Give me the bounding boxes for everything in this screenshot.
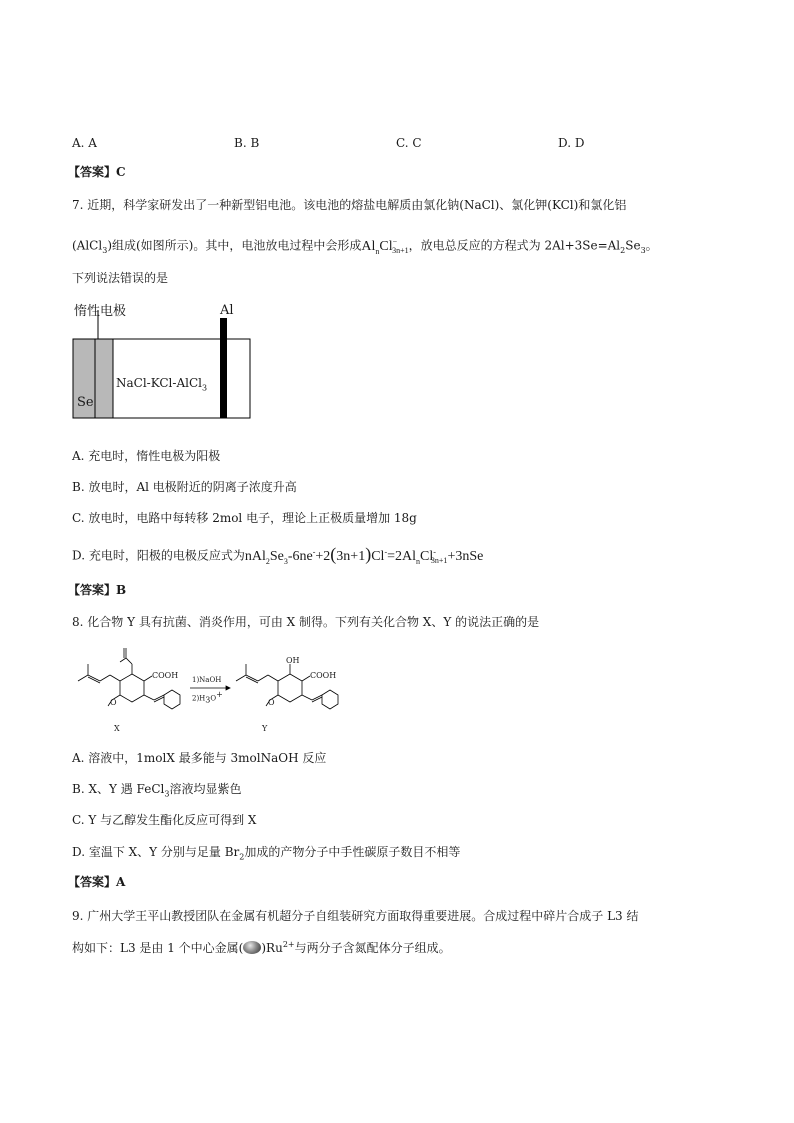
answer-label: 【答案】	[68, 165, 117, 179]
se-label: Se	[77, 395, 94, 410]
q8-option-a: A. 溶液中，1molX 最多能与 3molNaOH 反应	[72, 751, 327, 765]
inert-electrode	[95, 339, 113, 418]
answer-value: C	[116, 165, 126, 179]
battery-diagram	[72, 298, 252, 420]
q9-line1: 9. 广州大学王平山教授团队在金属有机超分子自组装研究方面取得重要进展。合成过程中碎片合成子 L3 结	[72, 909, 639, 923]
q8-option-d: D. 室温下 X、Y 分别与足量 $Br_2$加成的产物分子中手性碳原子数目不相等	[72, 845, 461, 862]
q9-line2: 构如下：L3 是由 1 个中心金属( )$Ru^{2+}$与两分子含氮配体分子组成。	[72, 940, 451, 955]
q7-option-a: A. 充电时，惰性电极为阳极	[72, 449, 221, 463]
q8-stem: 8. 化合物 Y 具有抗菌、消炎作用，可由 X 制得。下列有关化合物 X、Y 的说法正确的是	[72, 615, 540, 629]
y-cooh-label: COOH	[310, 671, 337, 680]
electrolyte-label: NaCl-KCl-AlCl$_3$	[116, 376, 208, 393]
compound-y-label: Y	[262, 724, 268, 733]
q6-option-b: B. B	[234, 136, 260, 150]
reagent-1: 1)NaOH	[192, 676, 222, 684]
anode-reaction-formula: $nAl_2Se_3-6ne^-+2(3n+1)Cl^-=2Al_nCl^-_{3n+1}+3nSe$	[244, 543, 484, 566]
q6-option-d: D. D	[558, 136, 585, 150]
q6-option-a: A. A	[72, 136, 97, 150]
q8-answer: 【答案】A	[68, 875, 126, 889]
inert-electrode-label: 惰性电极	[74, 304, 127, 319]
q6-answer	[68, 164, 126, 180]
ru-metal-sphere-icon	[243, 941, 261, 954]
q7-stem-line2: (AlCl$_3$)组成(如图所示)。其中，电池放电过程中会形成$Al_nCl^-_{3n+1}$，放电总反应的方程式为 $2Al+3Se=Al_2Se_3$。	[72, 237, 658, 256]
q7-answer: 【答案】B	[68, 583, 127, 597]
q7-option-d: D. 充电时，阳极的电极反应式为$nAl_2Se_3-6ne^-+2(3n+1)Cl^-=2Al_nCl^-_{3n+1}+3nSe$	[72, 543, 484, 566]
y-oh-label: OH	[286, 656, 300, 665]
q7-stem-line3: 下列说法错误的是	[72, 271, 169, 285]
reaction-scheme	[70, 646, 340, 736]
q6-option-c: C. C	[396, 136, 422, 150]
q7-option-c: C. 放电时，电路中每转移 2mol 电子，理论上正极质量增加 18g	[72, 511, 417, 525]
x-ome-label: O	[110, 698, 117, 707]
q8-option-b: B. X、Y 遇 FeCl$_3$溶液均显紫色	[72, 782, 242, 799]
alcl-complex-formula: $Al_nCl^-_{3n+1}$	[361, 237, 409, 256]
x-cooh-label: COOH	[152, 671, 179, 680]
q7-option-b: B. 放电时，Al 电极附近的阴离子浓度升高	[72, 480, 297, 494]
q8-option-c: C. Y 与乙醇发生酯化反应可得到 X	[72, 813, 257, 827]
al-label: Al	[220, 303, 234, 318]
reagent-2: $2)H_3O^+$	[192, 690, 223, 705]
compound-x-label: X	[114, 724, 120, 733]
q7-stem-line1: 7. 近期，科学家研发出了一种新型铝电池。该电池的熔盐电解质由氯化钠(NaCl)、氯化钾(KCl)和氯化铝	[72, 198, 627, 212]
al-electrode	[220, 318, 227, 418]
y-ome-label: O	[268, 698, 275, 707]
